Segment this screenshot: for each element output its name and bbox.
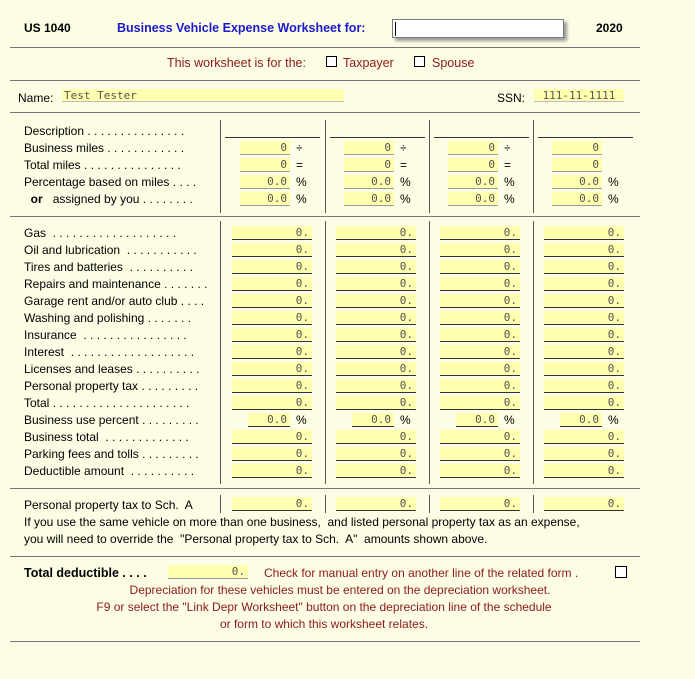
- ppt-note-line-1: If you use the same vehicle on more than one business, and listed personal property tax as an expense,: [24, 515, 580, 529]
- ppt-sch-a-2[interactable]: 0.: [336, 497, 416, 511]
- depr-note-1: Depreciation for these vehicles must be entered on the depreciation worksheet.: [129, 583, 551, 597]
- worksheet-for-prompt: This worksheet is for the:: [167, 56, 306, 70]
- oil-amount-1[interactable]: 0.: [232, 243, 312, 257]
- description-field-3[interactable]: [434, 137, 529, 138]
- ppt-sch-a-3[interactable]: 0.: [440, 497, 520, 511]
- repairs-amount-4[interactable]: 0.: [544, 277, 624, 291]
- percent-symbol: %: [400, 175, 411, 189]
- pct-miles-4[interactable]: 0.0: [552, 175, 602, 189]
- ppt-amount-4[interactable]: 0.: [544, 379, 624, 393]
- total-miles-4[interactable]: 0: [552, 158, 602, 172]
- insurance-amount-1[interactable]: 0.: [232, 328, 312, 342]
- divide-symbol: ÷: [296, 141, 303, 155]
- gas-amount-4[interactable]: 0.: [544, 226, 624, 240]
- label-repairs: Repairs and maintenance . . . . . . .: [24, 277, 208, 291]
- percent-symbol: %: [608, 413, 619, 427]
- bus-total-amount-4[interactable]: 0.: [544, 430, 624, 444]
- label-gas: Gas . . . . . . . . . . . . . . . . . . .: [24, 226, 177, 240]
- ppt-amount-3[interactable]: 0.: [440, 379, 520, 393]
- label-bus-total: Business total . . . . . . . . . . . . .: [24, 430, 189, 444]
- business-miles-4[interactable]: 0: [552, 141, 602, 155]
- percent-symbol: %: [296, 413, 307, 427]
- description-field-1[interactable]: [225, 137, 320, 138]
- licenses-amount-3[interactable]: 0.: [440, 362, 520, 376]
- repairs-amount-1[interactable]: 0.: [232, 277, 312, 291]
- column-separator: [533, 120, 534, 213]
- percent-symbol: %: [608, 192, 619, 206]
- tires-amount-1[interactable]: 0.: [232, 260, 312, 274]
- divider: [10, 488, 640, 489]
- label-total: Total . . . . . . . . . . . . . . . . . . . . .: [24, 396, 190, 410]
- insurance-amount-2[interactable]: 0.: [336, 328, 416, 342]
- label-business-miles: Business miles . . . . . . . . . . . .: [24, 141, 185, 155]
- manual-entry-checkbox[interactable]: [615, 566, 627, 578]
- percent-symbol: %: [504, 175, 515, 189]
- divider: [10, 216, 640, 217]
- interest-amount-1[interactable]: 0.: [232, 345, 312, 359]
- oil-amount-2[interactable]: 0.: [336, 243, 416, 257]
- label-tires: Tires and batteries . . . . . . . . . .: [24, 260, 193, 274]
- manual-entry-note: Check for manual entry on another line of the related form .: [264, 566, 579, 580]
- column-separator: [325, 221, 326, 484]
- percent-symbol: %: [504, 192, 515, 206]
- washing-amount-1[interactable]: 0.: [232, 311, 312, 325]
- label-ppt-sch-a: Personal property tax to Sch. A: [24, 498, 193, 512]
- deductible-amount-2[interactable]: 0.: [336, 464, 416, 478]
- column-separator: [325, 120, 326, 213]
- label-total-miles: Total miles . . . . . . . . . . . . . . .: [24, 158, 181, 172]
- repairs-amount-2[interactable]: 0.: [336, 277, 416, 291]
- total-miles-3[interactable]: 0: [448, 158, 498, 172]
- oil-amount-4[interactable]: 0.: [544, 243, 624, 257]
- label-ppt: Personal property tax . . . . . . . . .: [24, 379, 199, 393]
- tires-amount-3[interactable]: 0.: [440, 260, 520, 274]
- label-bus-use-pct: Business use percent . . . . . . . . .: [24, 413, 199, 427]
- total-amount-2[interactable]: 0.: [336, 396, 416, 410]
- total-amount-4[interactable]: 0.: [544, 396, 624, 410]
- label-deductible: Deductible amount . . . . . . . . . .: [24, 464, 195, 478]
- label-washing: Washing and polishing . . . . . . .: [24, 311, 191, 325]
- ppt-note-line-2: you will need to override the "Personal property tax to Sch. A" amounts shown above.: [24, 532, 488, 546]
- parking-amount-3[interactable]: 0.: [440, 447, 520, 461]
- interest-amount-3[interactable]: 0.: [440, 345, 520, 359]
- ppt-amount-2[interactable]: 0.: [336, 379, 416, 393]
- label-assigned: or assigned by you . . . . . . . .: [30, 192, 193, 206]
- percent-symbol: %: [608, 175, 619, 189]
- tires-amount-2[interactable]: 0.: [336, 260, 416, 274]
- divider: [10, 556, 640, 557]
- column-separator: [220, 495, 221, 513]
- divider: [10, 47, 640, 48]
- bus-total-amount-1[interactable]: 0.: [232, 430, 312, 444]
- licenses-amount-2[interactable]: 0.: [336, 362, 416, 376]
- spouse-checkbox[interactable]: [414, 56, 425, 67]
- oil-amount-3[interactable]: 0.: [440, 243, 520, 257]
- column-separator: [429, 221, 430, 484]
- ssn-label: SSN:: [497, 91, 526, 105]
- licenses-amount-4[interactable]: 0.: [544, 362, 624, 376]
- licenses-amount-1[interactable]: 0.: [232, 362, 312, 376]
- total-amount-1[interactable]: 0.: [232, 396, 312, 410]
- name-label: Name:: [18, 91, 54, 105]
- form-year: 2020: [596, 21, 623, 35]
- parking-amount-4[interactable]: 0.: [544, 447, 624, 461]
- name-field[interactable]: Test Tester: [62, 89, 344, 102]
- equals-symbol: =: [400, 158, 408, 172]
- column-separator: [533, 221, 534, 484]
- text-caret: [395, 22, 396, 36]
- washing-amount-2[interactable]: 0.: [336, 311, 416, 325]
- form-id: US 1040: [24, 21, 71, 35]
- divider: [10, 80, 640, 81]
- equals-symbol: =: [296, 158, 304, 172]
- bus-use-pct-3[interactable]: 0.0: [456, 413, 498, 427]
- label-interest: Interest . . . . . . . . . . . . . . . . . . .: [24, 345, 195, 359]
- column-separator: [220, 221, 221, 484]
- percent-symbol: %: [296, 175, 307, 189]
- insurance-amount-3[interactable]: 0.: [440, 328, 520, 342]
- total-deductible-label: Total deductible . . . .: [24, 566, 147, 580]
- pct-miles-1[interactable]: 0.0: [240, 175, 290, 189]
- ppt-amount-1[interactable]: 0.: [232, 379, 312, 393]
- column-separator: [533, 495, 534, 513]
- divider: [10, 112, 640, 113]
- description-field-2[interactable]: [330, 137, 425, 138]
- gas-amount-3[interactable]: 0.: [440, 226, 520, 240]
- description-field-4[interactable]: [538, 137, 633, 138]
- divide-symbol: ÷: [504, 141, 511, 155]
- business-miles-1[interactable]: 0: [240, 141, 290, 155]
- garage-amount-4[interactable]: 0.: [544, 294, 624, 308]
- ppt-sch-a-1[interactable]: 0.: [232, 497, 312, 511]
- interest-amount-4[interactable]: 0.: [544, 345, 624, 359]
- washing-amount-3[interactable]: 0.: [440, 311, 520, 325]
- total-miles-2[interactable]: 0: [344, 158, 394, 172]
- taxpayer-label: Taxpayer: [343, 56, 394, 70]
- percent-symbol: %: [400, 192, 411, 206]
- ppt-sch-a-4[interactable]: 0.: [544, 497, 624, 511]
- assigned-pct-2[interactable]: 0.0: [344, 192, 394, 206]
- label-parking: Parking fees and tolls . . . . . . . . .: [24, 447, 199, 461]
- business-miles-2[interactable]: 0: [344, 141, 394, 155]
- pct-miles-2[interactable]: 0.0: [344, 175, 394, 189]
- pct-miles-3[interactable]: 0.0: [448, 175, 498, 189]
- interest-amount-2[interactable]: 0.: [336, 345, 416, 359]
- percent-symbol: %: [400, 413, 411, 427]
- deductible-amount-1[interactable]: 0.: [232, 464, 312, 478]
- deductible-amount-3[interactable]: 0.: [440, 464, 520, 478]
- label-oil: Oil and lubrication . . . . . . . . . . .: [24, 243, 197, 257]
- equals-symbol: =: [504, 158, 512, 172]
- deductible-amount-4[interactable]: 0.: [544, 464, 624, 478]
- assigned-pct-1[interactable]: 0.0: [240, 192, 290, 206]
- tires-amount-4[interactable]: 0.: [544, 260, 624, 274]
- garage-amount-3[interactable]: 0.: [440, 294, 520, 308]
- parking-amount-1[interactable]: 0.: [232, 447, 312, 461]
- label-pct-miles: Percentage based on miles . . . .: [24, 175, 197, 189]
- gas-amount-2[interactable]: 0.: [336, 226, 416, 240]
- business-miles-3[interactable]: 0: [448, 141, 498, 155]
- bus-total-amount-3[interactable]: 0.: [440, 430, 520, 444]
- assigned-pct-4[interactable]: 0.0: [552, 192, 602, 206]
- depr-note-2: F9 or select the "Link Depr Worksheet" button on the depreciation line of the schedule: [96, 600, 552, 614]
- bus-total-amount-2[interactable]: 0.: [336, 430, 416, 444]
- percent-symbol: %: [296, 192, 307, 206]
- ssn-field[interactable]: 111-11-1111: [534, 89, 624, 102]
- label-garage: Garage rent and/or auto club . . . .: [24, 294, 205, 308]
- label-insurance: Insurance . . . . . . . . . . . . . . . .: [24, 328, 187, 342]
- column-separator: [325, 495, 326, 513]
- parking-amount-2[interactable]: 0.: [336, 447, 416, 461]
- percent-symbol: %: [504, 413, 515, 427]
- assigned-pct-3[interactable]: 0.0: [448, 192, 498, 206]
- column-separator: [429, 120, 430, 213]
- column-separator: [429, 495, 430, 513]
- total-deductible-value[interactable]: 0.: [168, 565, 248, 579]
- repairs-amount-3[interactable]: 0.: [440, 277, 520, 291]
- garage-amount-2[interactable]: 0.: [336, 294, 416, 308]
- gas-amount-1[interactable]: 0.: [232, 226, 312, 240]
- total-amount-3[interactable]: 0.: [440, 396, 520, 410]
- divider: [10, 641, 640, 642]
- form-title: Business Vehicle Expense Worksheet for:: [117, 21, 366, 35]
- spouse-label: Spouse: [432, 56, 475, 70]
- bus-use-pct-1[interactable]: 0.0: [248, 413, 290, 427]
- bus-use-pct-2[interactable]: 0.0: [352, 413, 394, 427]
- garage-amount-1[interactable]: 0.: [232, 294, 312, 308]
- depr-note-3: or form to which this worksheet relates.: [219, 617, 429, 631]
- worksheet-for-input[interactable]: [392, 19, 564, 38]
- bus-use-pct-4[interactable]: 0.0: [560, 413, 602, 427]
- total-miles-1[interactable]: 0: [240, 158, 290, 172]
- label-description: Description . . . . . . . . . . . . . . .: [24, 124, 185, 138]
- washing-amount-4[interactable]: 0.: [544, 311, 624, 325]
- column-separator: [220, 120, 221, 213]
- divide-symbol: ÷: [400, 141, 407, 155]
- insurance-amount-4[interactable]: 0.: [544, 328, 624, 342]
- label-licenses: Licenses and leases . . . . . . . . . .: [24, 362, 200, 376]
- taxpayer-checkbox[interactable]: [326, 56, 337, 67]
